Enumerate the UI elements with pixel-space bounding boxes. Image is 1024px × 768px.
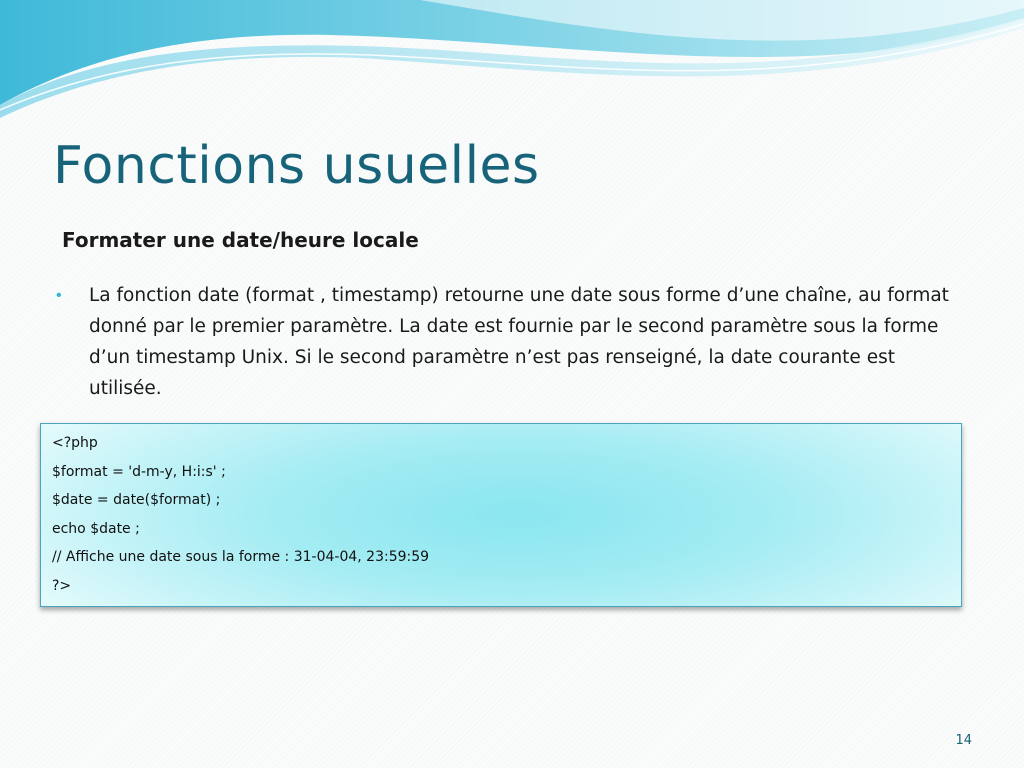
page-number: 14 bbox=[955, 733, 972, 748]
code-line: $date = date($format) ; bbox=[52, 492, 221, 509]
bullet-text: La fonction date (format , timestamp) retourne une date sous forme d’une chaîne, au format donné par le premier paramètre. La date est fournie par le second paramètre sous la forme d’un timestamp Unix. Si le second paramètre n’est pas renseigné, la date courante est utilisée. bbox=[89, 285, 949, 399]
bullet-list-item bbox=[56, 280, 956, 404]
code-line: echo $date ; bbox=[52, 520, 140, 537]
slide-subtitle: Formater une date/heure locale bbox=[62, 228, 419, 252]
code-block bbox=[40, 423, 962, 607]
bullet-marker-icon: • bbox=[56, 287, 62, 304]
code-line: <?php bbox=[52, 435, 98, 451]
code-line: $format = 'd-m-y, H:i:s' ; bbox=[52, 463, 226, 480]
code-line: // Affiche une date sous la forme : 31-04-04, 23:59:59 bbox=[52, 549, 430, 566]
slide-title: Fonctions usuelles bbox=[53, 136, 540, 196]
decorative-wave-header bbox=[0, 0, 1024, 120]
code-line: ?> bbox=[52, 577, 72, 594]
